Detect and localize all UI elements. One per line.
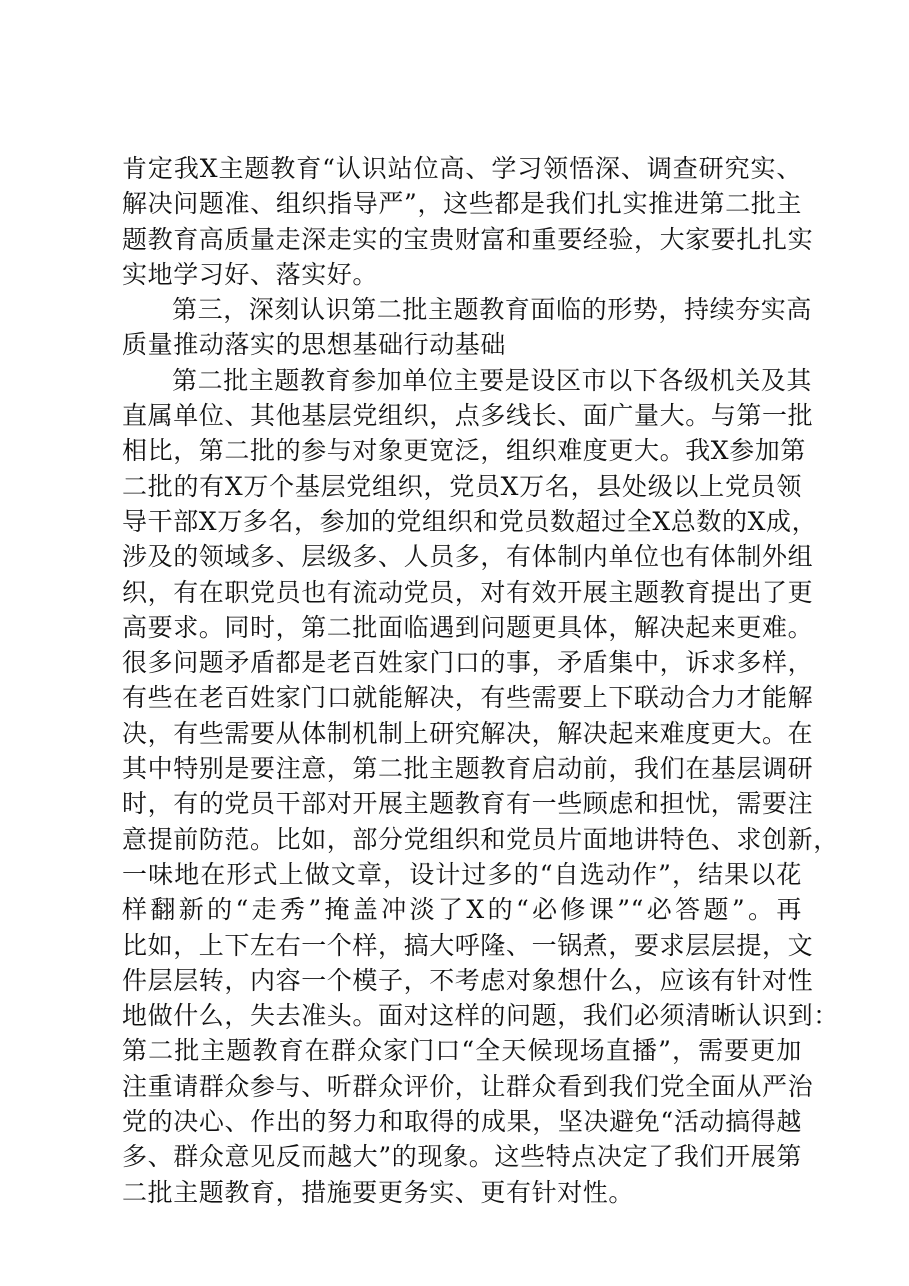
text-line: 涉及的领域多、层级多、人员多，有体制内单位也有体制外组 bbox=[122, 542, 814, 572]
section-heading-line: 第三，深刻认识第二批主题教育面临的形势，持续夯实高 bbox=[172, 295, 813, 325]
text-line: 注重请群众参与、听群众评价，让群众看到我们党全面从严治 bbox=[122, 1071, 814, 1101]
section-heading-line: 质量推动落实的思想基础行动基础 bbox=[122, 330, 507, 360]
text-line: 解决问题准、组织指导严”，这些都是我们扎实推进第二批主 bbox=[122, 189, 802, 219]
text-line: 有些在老百姓家门口就能解决，有些需要上下联动合力才能解 bbox=[122, 683, 814, 713]
text-line: 地做什么，失去准头。面对这样的问题，我们必须清晰认识到： bbox=[122, 1001, 839, 1031]
text-line: 很多问题矛盾都是老百姓家门口的事，矛盾集中，诉求多样， bbox=[122, 648, 814, 678]
text-line: 时，有的党员干部对开展主题教育有一些顾虑和担忧，需要注 bbox=[122, 789, 814, 819]
text-line: 件层层转，内容一个模子，不考虑对象想什么，应该有针对性 bbox=[122, 965, 814, 995]
text-line: 比如，上下左右一个样，搞大呼隆、一锅煮，要求层层提，文 bbox=[122, 930, 814, 960]
body-text bbox=[122, 151, 839, 1210]
text-line: 第二批主题教育参加单位主要是设区市以下各级机关及其 bbox=[172, 365, 813, 395]
text-line: 肯定我X主题教育“认识站位高、学习领悟深、调查研究实、 bbox=[122, 154, 802, 183]
text-line: 织，有在职党员也有流动党员，对有效开展主题教育提出了更 bbox=[122, 577, 814, 607]
text-line: 题教育高质量走深走实的宝贵财富和重要经验，大家要扎扎实 bbox=[122, 224, 814, 254]
text-line: 高要求。同时，第二批面临遇到问题更具体，解决起来更难。 bbox=[122, 612, 814, 642]
text-line: 其中特别是要注意，第二批主题教育启动前，我们在基层调研 bbox=[122, 754, 814, 784]
text-line: 一味地在形式上做文章，设计过多的“自选动作”，结果以花 bbox=[122, 859, 802, 889]
text-line: 二批主题教育，措施要更务实、更有针对性。 bbox=[122, 1177, 635, 1207]
text-line: 意提前防范。比如，部分党组织和党员片面地讲特色、求创新， bbox=[122, 824, 839, 854]
text-line: 决，有些需要从体制机制上研究解决，解决起来难度更大。在 bbox=[122, 718, 814, 748]
text-line: 导干部X万多名，参加的党组织和党员数超过全X总数的X成， bbox=[122, 506, 818, 536]
text-line: 党的决心、作出的努力和取得的成果，坚决避免“活动搞得越 bbox=[122, 1107, 802, 1137]
text-line: 相比，第二批的参与对象更宽泛，组织难度更大。我X参加第 bbox=[122, 436, 806, 466]
text-line: 二批的有X万个基层党组织，党员X万名，县处级以上党员领 bbox=[122, 471, 802, 501]
text-line: 直属单位、其他基层党组织，点多线长、面广量大。与第一批 bbox=[122, 401, 814, 431]
text-line: 样翻新的“走秀”掩盖冲淡了X的“必修课”“必答题”。再 bbox=[122, 895, 802, 925]
text-line: 多、群众意见反而越大”的现象。这些特点决定了我们开展第 bbox=[122, 1142, 802, 1172]
text-line: 第二批主题教育在群众家门口“全天候现场直播”，需要更加 bbox=[122, 1036, 802, 1066]
text-line: 实地学习好、落实好。 bbox=[122, 259, 379, 289]
